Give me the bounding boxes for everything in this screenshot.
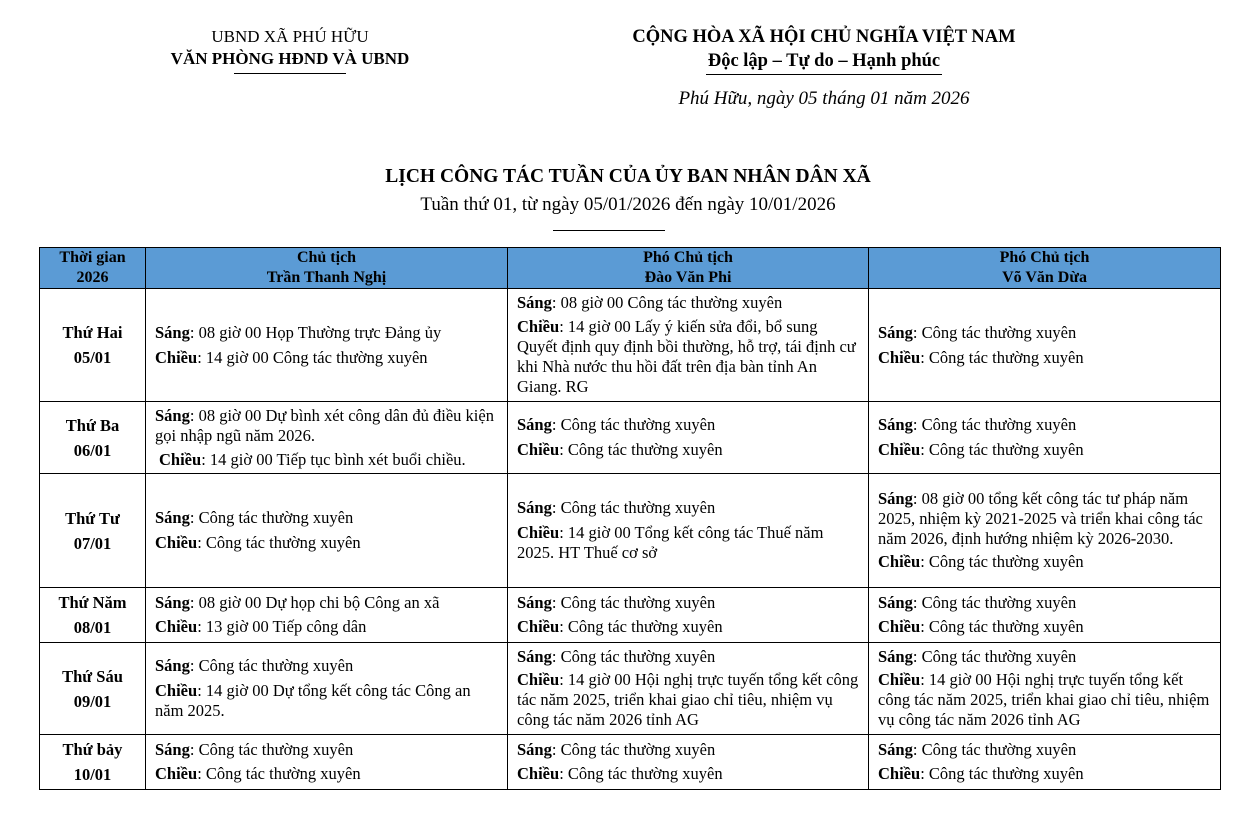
document-subtitle: Tuần thứ 01, từ ngày 05/01/2026 đến ngày 10/01/2026 (420, 194, 836, 215)
schedule-cell: Sáng: Công tác thường xuyên Chiều: 14 giờ 00 Tổng kết công tác Thuế năm 2025. HT Thuế cơ sở (508, 474, 869, 588)
schedule-cell: Sáng: Công tác thường xuyên Chiều: Công tác thường xuyên (146, 735, 508, 790)
table-row (40, 735, 1221, 790)
day-cell: Thứ Hai 05/01 (40, 289, 146, 402)
day-cell: Thứ Sáu 09/01 (40, 643, 146, 735)
document-title: LỊCH CÔNG TÁC TUẦN CỦA ỦY BAN NHÂN DÂN XÃ (385, 166, 871, 187)
schedule-cell: Sáng: Công tác thường xuyên Chiều: 14 giờ 00 Hội nghị trực tuyến tổng kết công tác năm 2025, triển khai giao chỉ tiêu, nhiệm vụ công tác năm 2026 tỉnh AG (508, 643, 869, 735)
schedule-cell: Sáng: 08 giờ 00 Công tác thường xuyên Chiều: 14 giờ 00 Lấy ý kiến sửa đổi, bổ sung Quyết định quy định bồi thường, hỗ trợ, tái định cư khi Nhà nước thu hồi đất trên địa bàn tỉnh An Giang. RG (508, 289, 869, 402)
day-cell: Thứ Năm 08/01 (40, 588, 146, 643)
table-row (40, 588, 1221, 643)
issuer-underline (234, 73, 346, 74)
national-motto-block (574, 26, 1074, 75)
issuer-block (110, 26, 470, 74)
national-name: CỘNG HÒA XÃ HỘI CHỦ NGHĨA VIỆT NAM (632, 27, 1016, 47)
day-cell: Thứ bảy 10/01 (40, 735, 146, 790)
header-time: Thời gian 2026 (40, 248, 146, 289)
document-date: Phú Hữu, ngày 05 tháng 01 năm 2026 (678, 88, 970, 109)
schedule-cell: Sáng: Công tác thường xuyên Chiều: Công tác thường xuyên (508, 402, 869, 474)
header-vice-chairman-2: Phó Chủ tịch Võ Văn Dừa (869, 248, 1221, 289)
table-row (40, 402, 1221, 474)
schedule-cell: Sáng: Công tác thường xuyên Chiều: Công tác thường xuyên (869, 735, 1221, 790)
issuer-line-2: VĂN PHÒNG HĐND VÀ UBND (170, 49, 410, 68)
national-motto: Độc lập – Tự do – Hạnh phúc (706, 49, 942, 75)
day-cell: Thứ Tư 07/01 (40, 474, 146, 588)
table-row (40, 289, 1221, 402)
header-vice-chairman-1: Phó Chủ tịch Đào Văn Phi (508, 248, 869, 289)
schedule-cell: Sáng: Công tác thường xuyên Chiều: 14 giờ 00 Hội nghị trực tuyến tổng kết công tác năm 2025, triển khai giao chỉ tiêu, nhiệm vụ công tác năm 2026 tỉnh AG (869, 643, 1221, 735)
header-chairman: Chủ tịch Trần Thanh Nghị (146, 248, 508, 289)
schedule-cell: Sáng: Công tác thường xuyên Chiều: Công tác thường xuyên (508, 735, 869, 790)
schedule-cell: Sáng: 08 giờ 00 Họp Thường trực Đảng ủy Chiều: 14 giờ 00 Công tác thường xuyên (146, 289, 508, 402)
title-underline (553, 230, 665, 231)
schedule-cell: Sáng: 08 giờ 00 Dự họp chi bộ Công an xã Chiều: 13 giờ 00 Tiếp công dân (146, 588, 508, 643)
schedule-cell: Sáng: Công tác thường xuyên Chiều: Công tác thường xuyên (869, 289, 1221, 402)
schedule-cell: Sáng: Công tác thường xuyên Chiều: Công tác thường xuyên (869, 402, 1221, 474)
table-row (40, 643, 1221, 735)
schedule-cell: Sáng: Công tác thường xuyên Chiều: Công tác thường xuyên (146, 474, 508, 588)
schedule-cell: Sáng: Công tác thường xuyên Chiều: 14 giờ 00 Dự tổng kết công tác Công an năm 2025. (146, 643, 508, 735)
day-cell: Thứ Ba 06/01 (40, 402, 146, 474)
schedule-cell: Sáng: Công tác thường xuyên Chiều: Công tác thường xuyên (508, 588, 869, 643)
schedule-table (39, 247, 1221, 790)
schedule-cell: Sáng: 08 giờ 00 Dự bình xét công dân đủ điều kiện gọi nhập ngũ năm 2026. Chiều: 14 giờ 00 Tiếp tục bình xét buổi chiều. (146, 402, 508, 474)
table-row (40, 474, 1221, 588)
schedule-cell: Sáng: 08 giờ 00 tổng kết công tác tư pháp năm 2025, nhiệm kỳ 2021-2025 và triển khai công tác năm 2026, định hướng nhiệm kỳ 2026-2030. Chiều: Công tác thường xuyên (869, 474, 1221, 588)
schedule-cell: Sáng: Công tác thường xuyên Chiều: Công tác thường xuyên (869, 588, 1221, 643)
table-header-row (40, 248, 1221, 289)
issuer-line-1: UBND XÃ PHÚ HỮU (211, 27, 369, 46)
